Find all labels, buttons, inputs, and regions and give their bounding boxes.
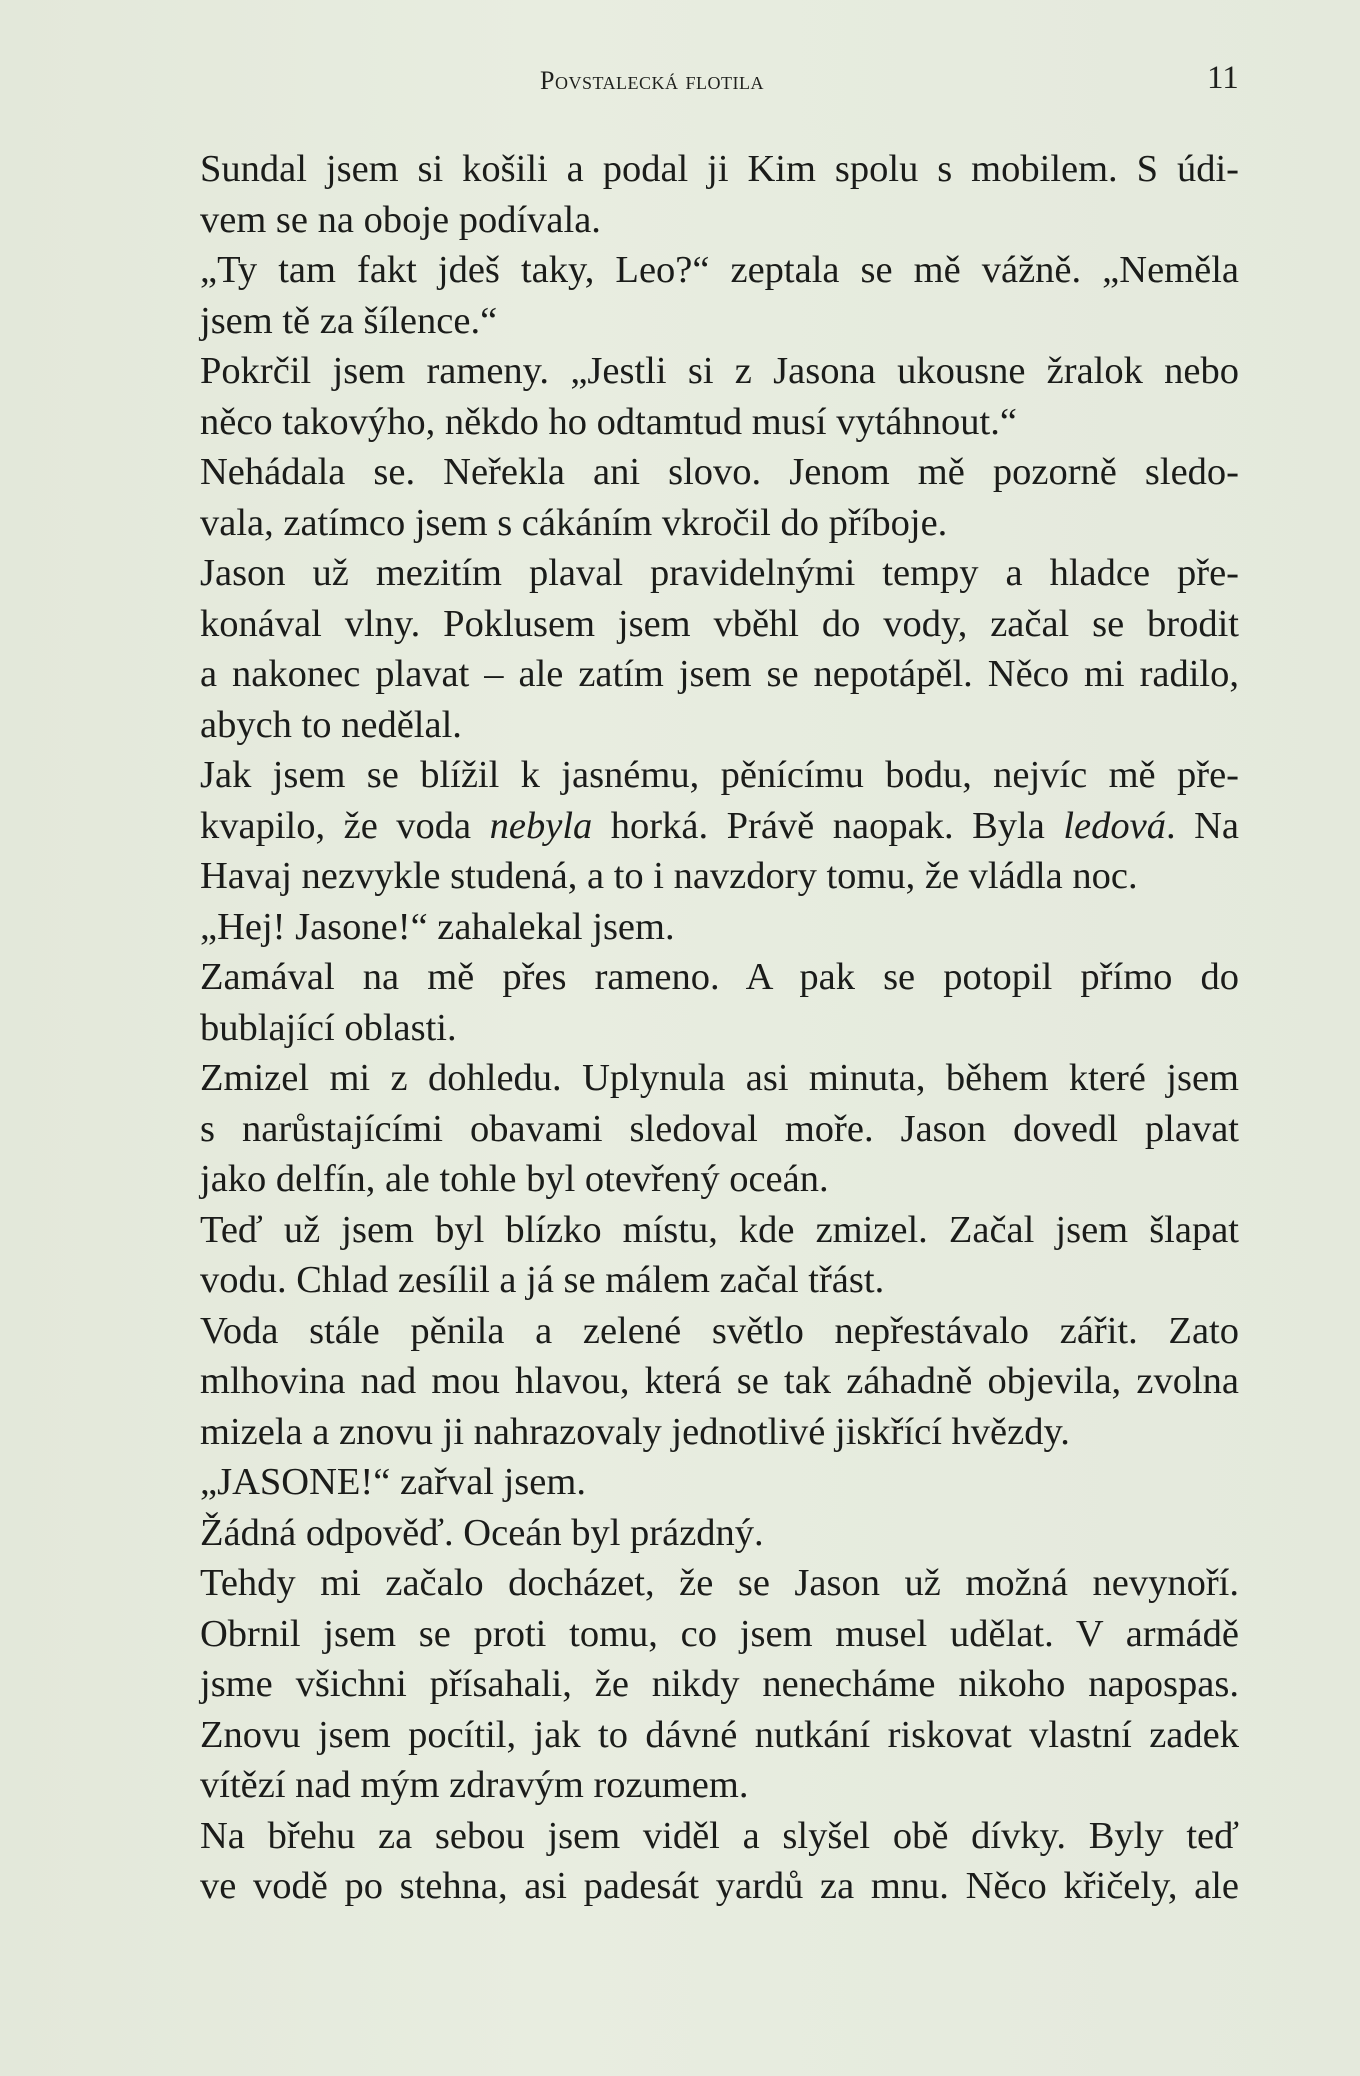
text-line: jsme všichni přísahali, že nikdy nenecháme nikoho napospas.	[200, 1663, 1239, 1705]
text-line: Obrnil jsem se proti tomu, co jsem musel udělat. V armádě	[200, 1612, 1239, 1655]
paragraph	[155, 1457, 1239, 1508]
text-line: „Hej! Jasone!“ zahalekal jsem.	[200, 905, 675, 948]
text-line: Jak jsem se blížil k jasnému, pěnícímu bodu, nejvíc mě pře-	[200, 754, 1239, 796]
text-line: jako delfín, ale tohle byl otevřený oceán.	[200, 1158, 829, 1200]
paragraph	[155, 144, 1239, 245]
paragraph	[155, 1053, 1239, 1205]
paragraph	[155, 1306, 1239, 1458]
text-line: vem se na oboje podívala.	[200, 198, 601, 241]
text-line: „JASONE!“ zařval jsem.	[200, 1461, 586, 1503]
text-line: Nehádala se. Neřekla ani slovo. Jenom mě pozorně sledo-	[200, 451, 1239, 493]
text-line: konával vlny. Poklusem jsem vběhl do vody, začal se brodit	[200, 602, 1239, 645]
text-line: ve vodě po stehna, asi padesát yardů za mnu. Něco křičely, ale	[200, 1865, 1239, 1907]
body-text	[155, 144, 1239, 1912]
running-head	[0, 58, 1360, 108]
text-line: mizela a znovu ji nahrazovaly jednotlivé jiskřící hvězdy.	[200, 1410, 1070, 1453]
text-line: Havaj nezvykle studená, a to i navzdory tomu, že vládla noc.	[200, 855, 1138, 897]
text-line: Zamával na mě přes rameno. A pak se potopil přímo do	[200, 956, 1239, 998]
text-line: vala, zatímco jsem s cákáním vkročil do příboje.	[200, 501, 948, 544]
paragraph	[155, 245, 1239, 346]
text-line: jsem tě za šílence.“	[200, 299, 498, 342]
paragraph	[155, 1811, 1239, 1912]
text-line: mlhovina nad mou hlavou, která se tak záhadně objevila, zvolna	[200, 1360, 1239, 1402]
paragraph	[155, 1558, 1239, 1811]
paragraph	[155, 447, 1239, 548]
paragraph	[155, 952, 1239, 1053]
text-line: Pokrčil jsem rameny. „Jestli si z Jasona ukousne žralok nebo	[200, 350, 1239, 392]
text-line: bublající oblasti.	[200, 1006, 457, 1049]
text-line: Zmizel mi z dohledu. Uplynula asi minuta, během které jsem	[200, 1057, 1239, 1099]
text-line: vodu. Chlad zesílil a já se málem začal třást.	[200, 1259, 885, 1301]
text-line: Na břehu za sebou jsem viděl a slyšel obě dívky. Byly teď	[200, 1814, 1239, 1857]
text-line: „Ty tam fakt jdeš taky, Leo?“ zeptala se mě vážně. „Neměla	[200, 249, 1239, 291]
text-line: Voda stále pěnila a zelené světlo nepřestávalo zářit. Zato	[200, 1309, 1239, 1352]
text-line: s narůstajícími obavami sledoval moře. Jason dovedl plavat	[200, 1107, 1239, 1150]
text-line: Žádná odpověď. Oceán byl prázdný.	[200, 1511, 764, 1554]
text-line: vítězí nad mým zdravým rozumem.	[200, 1764, 749, 1806]
paragraph	[155, 902, 1239, 953]
paragraph	[155, 1205, 1239, 1306]
text-line: a nakonec plavat – ale zatím jsem se nepotápěl. Něco mi radilo,	[200, 653, 1239, 695]
page-number: 11	[1207, 60, 1239, 96]
paragraph	[155, 548, 1239, 750]
text-line: Tehdy mi začalo docházet, že se Jason už možná nevynoří.	[200, 1562, 1239, 1604]
paragraph	[155, 750, 1239, 902]
text-line: kvapilo, že voda nebyla horká. Právě naopak. Byla ledová. Na	[200, 804, 1239, 847]
book-title: Povstalecká flotila	[540, 66, 765, 95]
paragraph	[155, 1508, 1239, 1559]
text-line: Teď už jsem byl blízko místu, kde zmizel. Začal jsem šlapat	[200, 1208, 1239, 1251]
text-line: abych to nedělal.	[200, 703, 462, 746]
text-line: Jason už mezitím plaval pravidelnými tempy a hladce pře-	[200, 552, 1239, 594]
text-line: Sundal jsem si košili a podal ji Kim spolu s mobilem. S údi-	[200, 148, 1239, 190]
paragraph	[155, 346, 1239, 447]
text-line: něco takovýho, někdo ho odtamtud musí vytáhnout.“	[200, 400, 1017, 443]
text-line: Znovu jsem pocítil, jak to dávné nutkání riskovat vlastní zadek	[200, 1713, 1239, 1756]
